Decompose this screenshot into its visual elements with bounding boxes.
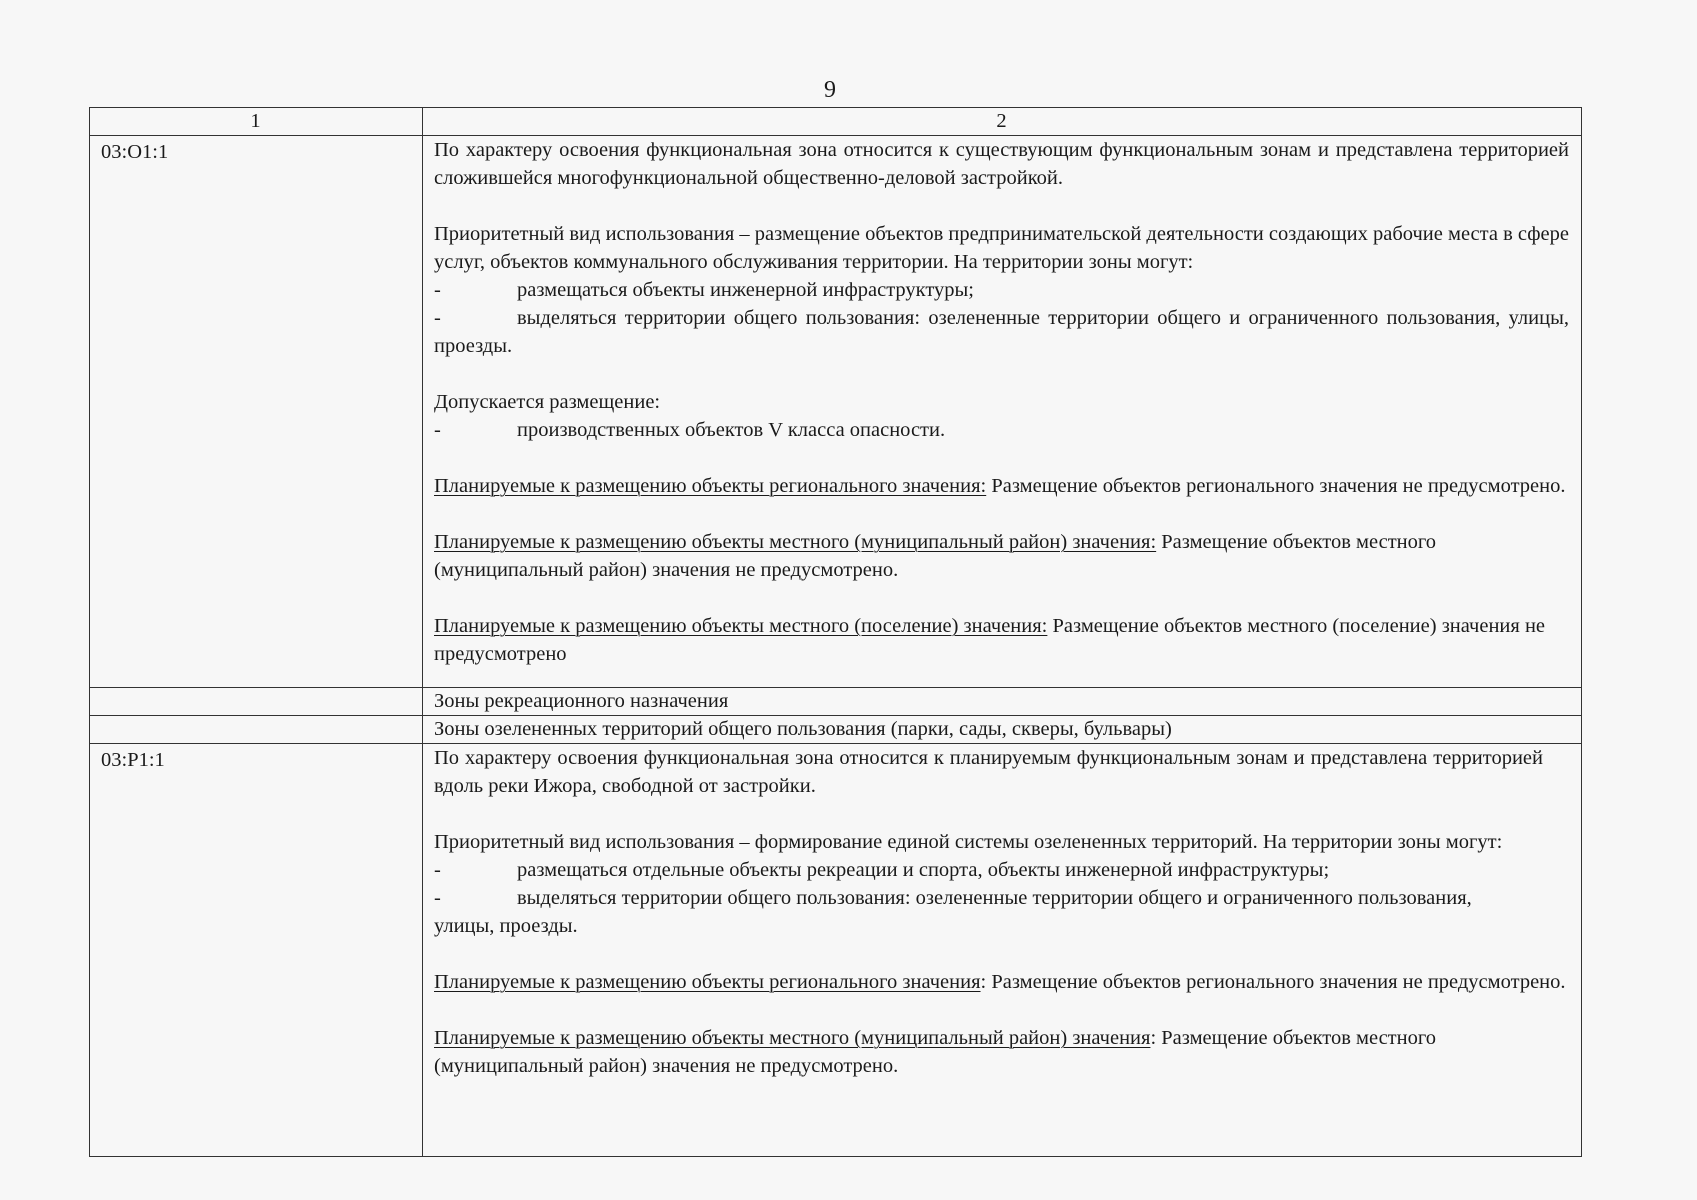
municipal-objects-text: Размещение объектов местного (муниципальный район) значения не предусмотрено. bbox=[434, 531, 1437, 581]
municipal-objects-text: : Размещение объектов местного (муниципальный район) значения не предусмотрено. bbox=[434, 1027, 1437, 1077]
list-item-text-content: выделяться территории общего пользования: озелененные территории общего и ограниченного пользования, улицы, проезды. bbox=[434, 887, 1472, 937]
zone-description-cell bbox=[423, 136, 1582, 688]
table-row-section-green bbox=[90, 716, 1582, 744]
municipal-objects-paragraph bbox=[434, 528, 1569, 584]
priority-use-text: Приоритетный вид использования – формирование единой системы озелененных территорий. На территории зоны могут: bbox=[434, 831, 1503, 853]
regional-objects-paragraph bbox=[434, 968, 1569, 996]
column-header-1: 1 bbox=[90, 108, 423, 136]
zone-intro-text: По характеру освоения функциональная зона относится к существующим функциональным зонам и представлена территорией сложившейся многофункциональной общественно-деловой застройкой. bbox=[434, 139, 1569, 189]
page-number: 9 bbox=[824, 77, 836, 103]
municipal-objects-label: Планируемые к размещению объекты местного (муниципальный район) значения: bbox=[434, 531, 1157, 553]
zone-intro-text: По характеру освоения функциональная зона относится к планируемым функциональным зонам и представлена территорией вдоль реки Ижора, свободной от застройки. bbox=[434, 747, 1543, 797]
list-dash: - bbox=[434, 279, 441, 301]
regional-objects-label: Планируемые к размещению объекты регионального значения bbox=[434, 971, 981, 993]
list-item-text: производственных объектов V класса опасности. bbox=[517, 419, 946, 441]
settlement-objects-paragraph bbox=[434, 612, 1569, 668]
zone-description-cell bbox=[423, 744, 1582, 1157]
empty-cell bbox=[90, 688, 423, 716]
settlement-objects-label: Планируемые к размещению объекты местного (поселение) значения: bbox=[434, 615, 1048, 637]
zones-table bbox=[89, 107, 1582, 1157]
list-item-text-content: выделяться территории общего пользования: озелененные территории общего и ограниченного пользования, улицы, проезды. bbox=[434, 307, 1569, 357]
table-header-row bbox=[90, 108, 1582, 136]
list-item bbox=[434, 884, 1569, 940]
list-item-text: размещаться отдельные объекты рекреации и спорта, объекты инженерной инфраструктуры; bbox=[517, 859, 1330, 881]
regional-objects-paragraph bbox=[434, 472, 1569, 500]
allowed-label: Допускается размещение: bbox=[434, 391, 661, 413]
regional-objects-label: Планируемые к размещению объекты регионального значения: bbox=[434, 475, 987, 497]
settlement-objects-text: Размещение объектов местного (поселение) значения не предусмотрено bbox=[434, 615, 1546, 665]
empty-cell bbox=[90, 716, 423, 744]
section-heading-recreation: Зоны рекреационного назначения bbox=[423, 688, 1582, 716]
list-dash: - bbox=[434, 887, 441, 909]
priority-use-text: Приоритетный вид использования – размещение объектов предпринимательской деятельности создающих рабочие места в сфере услуг, объектов коммунального обслуживания территории. На территории зоны могут: bbox=[434, 223, 1569, 273]
list-item-text: размещаться объекты инженерной инфраструктуры; bbox=[517, 279, 974, 301]
list-item bbox=[434, 416, 1569, 444]
list-item bbox=[434, 304, 1569, 360]
table-row-zone-1 bbox=[90, 136, 1582, 688]
zone-code-cell: 03:Р1:1 bbox=[90, 744, 423, 1157]
list-item-text bbox=[434, 884, 1569, 940]
table-row-section-recreation bbox=[90, 688, 1582, 716]
regional-objects-text: Размещение объектов регионального значения не предусмотрено. bbox=[986, 475, 1566, 497]
section-heading-green: Зоны озелененных территорий общего пользования (парки, сады, скверы, бульвары) bbox=[423, 716, 1582, 744]
zone-code-cell: 03:О1:1 bbox=[90, 136, 423, 688]
list-dash: - bbox=[434, 859, 441, 881]
list-dash: - bbox=[434, 307, 441, 329]
municipal-objects-label: Планируемые к размещению объекты местного (муниципальный район) значения bbox=[434, 1027, 1151, 1049]
municipal-objects-paragraph bbox=[434, 1024, 1569, 1080]
list-item bbox=[434, 856, 1569, 884]
list-dash: - bbox=[434, 419, 441, 441]
regional-objects-text: : Размещение объектов регионального значения не предусмотрено. bbox=[980, 971, 1566, 993]
list-item-text bbox=[434, 304, 1569, 360]
list-item bbox=[434, 276, 1569, 304]
column-header-2: 2 bbox=[423, 108, 1582, 136]
table-row-zone-2 bbox=[90, 744, 1582, 1157]
